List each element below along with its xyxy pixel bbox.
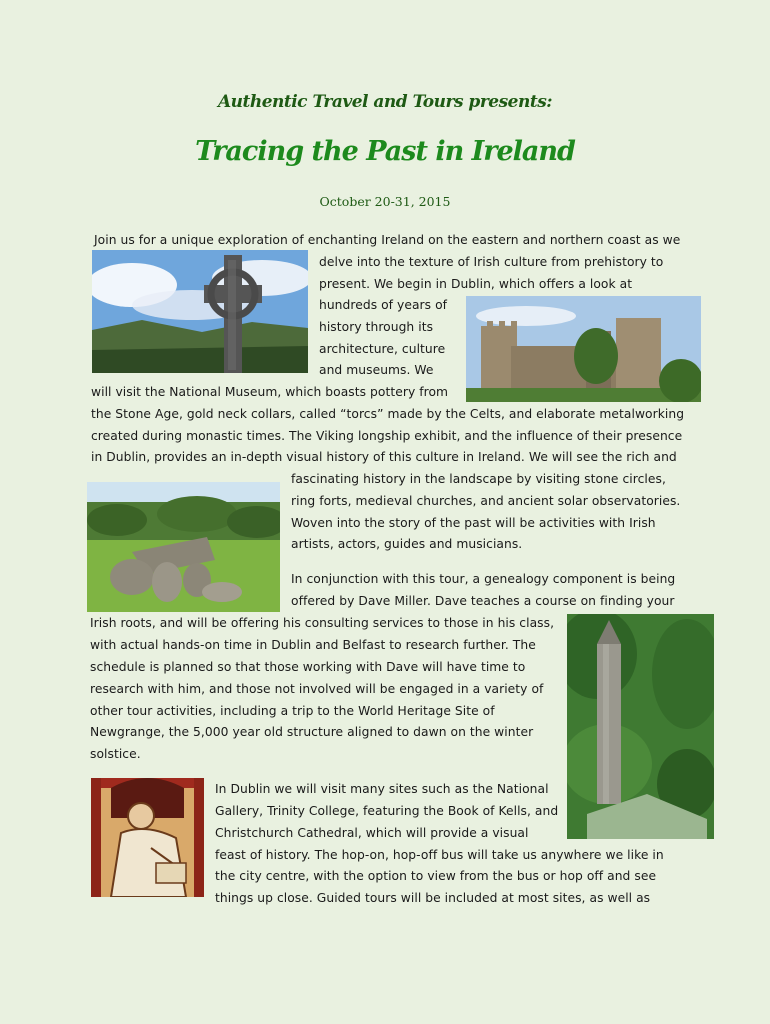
- body-line: other tour activities, including a trip to the World Heritage Site of: [90, 704, 495, 718]
- body-line: with actual hands-on time in Dublin and Belfast to research further. The: [90, 638, 536, 652]
- body-line: Christchurch Cathedral, which will provide a visual: [215, 826, 529, 840]
- body-line: delve into the texture of Irish culture from prehistory to: [319, 255, 664, 269]
- dolmen-photo: [87, 482, 280, 612]
- body-line: hundreds of years of: [319, 298, 448, 312]
- body-line: in Dublin, provides an in-depth visual history of this culture in Ireland. We will see the rich and: [91, 450, 677, 464]
- body-line: history through its: [319, 320, 434, 334]
- body-line: and museums. We: [319, 363, 434, 377]
- body-line: research with him, and those not involved will be engaged in a variety of: [90, 682, 544, 696]
- body-line: Woven into the story of the past will be activities with Irish: [291, 516, 656, 530]
- body-line: present. We begin in Dublin, which offers a look at: [319, 277, 633, 291]
- castle-photo: [466, 296, 701, 402]
- body-line: Irish roots, and will be offering his consulting services to those in his class,: [90, 616, 555, 630]
- body-line: feast of history. The hop-on, hop-off bus will take us anywhere we like in: [215, 848, 664, 862]
- page-title: Tracing the Past in Ireland: [195, 136, 575, 167]
- body-line: In conjunction with this tour, a genealogy component is being: [291, 572, 676, 586]
- body-line: ring forts, medieval churches, and ancient solar observatories.: [291, 494, 681, 508]
- body-line: offered by Dave Miller. Dave teaches a course on finding your: [291, 594, 675, 608]
- body-line: the city centre, with the option to view from the bus or hop off and see: [215, 869, 657, 883]
- body-line: the Stone Age, gold neck collars, called “torcs” made by the Celts, and elaborate metalworking: [91, 407, 685, 421]
- body-line: solstice.: [90, 747, 141, 761]
- body-line: In Dublin we will visit many sites such as the National: [215, 782, 549, 796]
- round-tower-photo: [567, 614, 714, 839]
- body-line: fascinating history in the landscape by visiting stone circles,: [291, 472, 666, 486]
- body-line: things up close. Guided tours will be included at most sites, as well as: [215, 891, 651, 905]
- tour-dates: October 20-31, 2015: [319, 194, 451, 209]
- body-line: Join us for a unique exploration of enchanting Ireland on the eastern and northern coast as we: [94, 233, 681, 247]
- manuscript-monk-photo: [91, 778, 204, 897]
- celtic-cross-photo: [92, 250, 308, 373]
- body-line: created during monastic times. The Viking longship exhibit, and the influence of their presence: [91, 429, 683, 443]
- body-line: artists, actors, guides and musicians.: [291, 537, 523, 551]
- body-line: Gallery, Trinity College, featuring the Book of Kells, and: [215, 804, 559, 818]
- body-line: architecture, culture: [319, 342, 446, 356]
- body-line: Newgrange, the 5,000 year old structure aligned to dawn on the winter: [90, 725, 534, 739]
- body-line: schedule is planned so that those working with Dave will have time to: [90, 660, 526, 674]
- body-line: will visit the National Museum, which boasts pottery from: [91, 385, 449, 399]
- presenter-heading: Authentic Travel and Tours presents:: [217, 92, 553, 112]
